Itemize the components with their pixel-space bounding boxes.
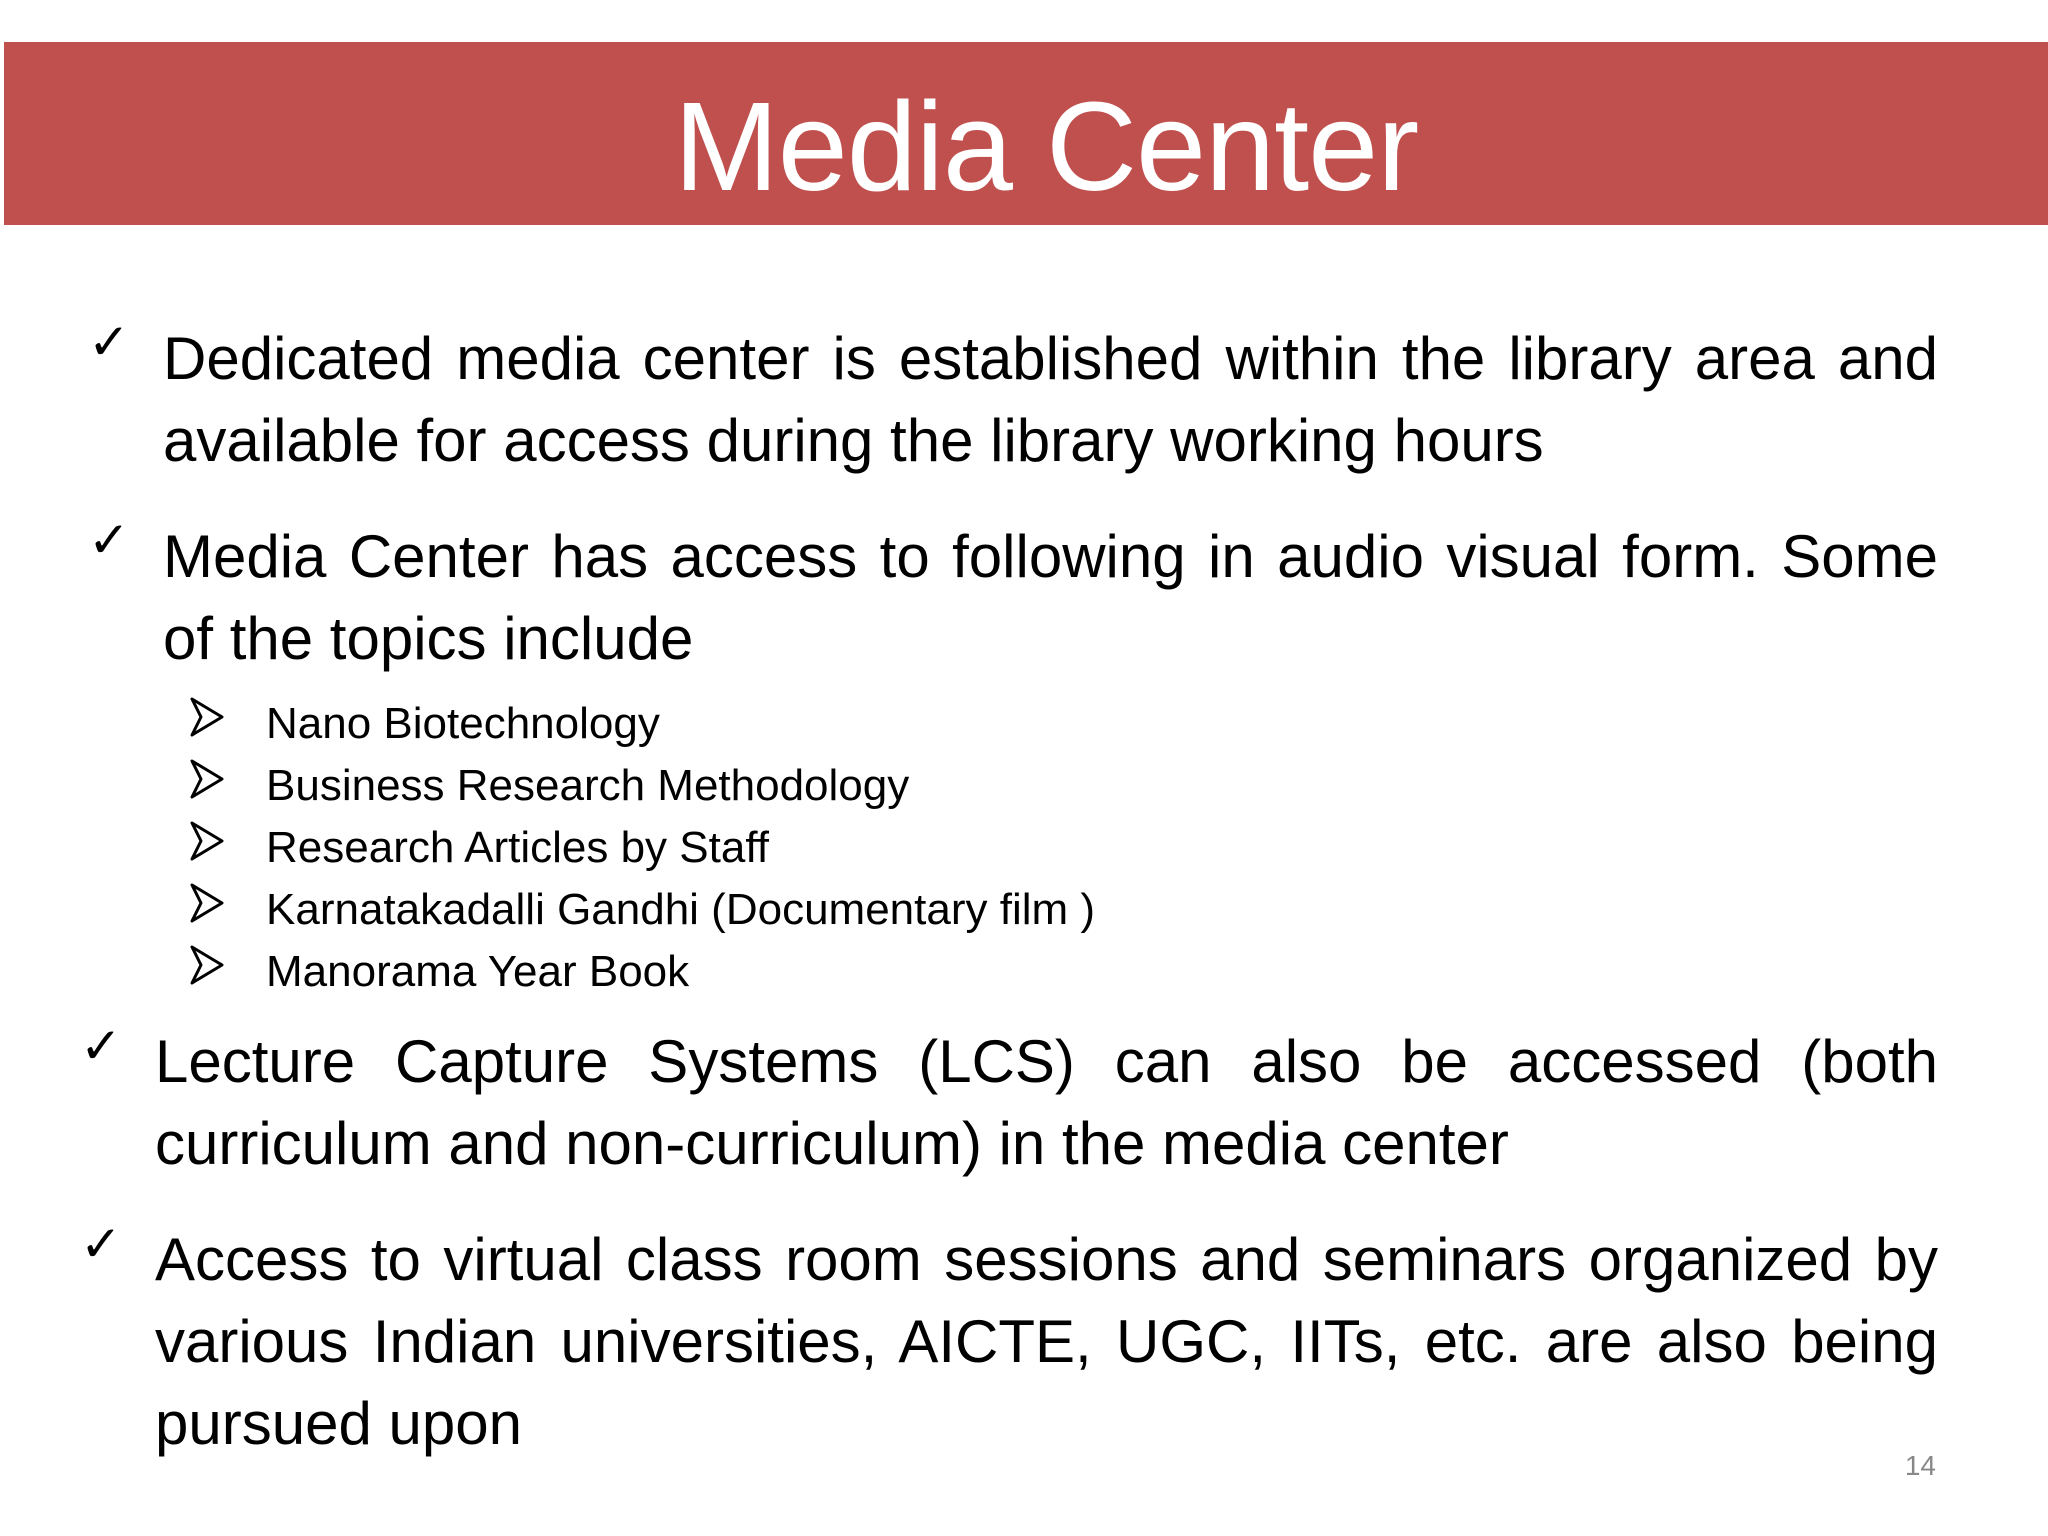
arrowhead-icon xyxy=(190,945,224,985)
topic-label: Manorama Year Book xyxy=(266,947,690,996)
bullet-text: Access to virtual class room sessions and seminars organized by various Indian universities, AICTE, UGC, IITs, etc. are also being pursued upon xyxy=(155,1226,1938,1457)
topic-label: Karnatakadalli Gandhi (Documentary film ) xyxy=(266,885,1096,934)
topic-item xyxy=(0,693,2048,755)
topic-label: Business Research Methodology xyxy=(266,761,910,810)
topic-list xyxy=(0,693,2048,1003)
checkmark-icon: ✓ xyxy=(88,511,130,569)
slide-title: Media Center xyxy=(673,76,1419,217)
topic-item xyxy=(0,879,2048,941)
bullet-text: Dedicated media center is established within the library area and available for access during the library working hours xyxy=(163,325,1938,474)
arrowhead-icon xyxy=(190,821,224,861)
topic-label: Nano Biotechnology xyxy=(266,699,660,748)
checkmark-icon: ✓ xyxy=(80,1017,122,1075)
topic-label: Research Articles by Staff xyxy=(266,823,769,872)
topic-item xyxy=(0,817,2048,879)
bullet-text: Media Center has access to following in audio visual form. Some of the topics include xyxy=(163,523,1938,672)
checkmark-icon: ✓ xyxy=(80,1215,122,1273)
bullet-text: Lecture Capture Systems (LCS) can also be accessed (both curriculum and non-curriculum) in the media center xyxy=(155,1028,1938,1177)
topic-item xyxy=(0,941,2048,1003)
topic-item xyxy=(0,755,2048,817)
page-number: 14 xyxy=(1904,1450,1936,1481)
arrowhead-icon xyxy=(190,883,224,923)
checkmark-icon: ✓ xyxy=(88,313,130,371)
arrowhead-icon xyxy=(190,697,224,737)
arrowhead-icon xyxy=(190,759,224,799)
